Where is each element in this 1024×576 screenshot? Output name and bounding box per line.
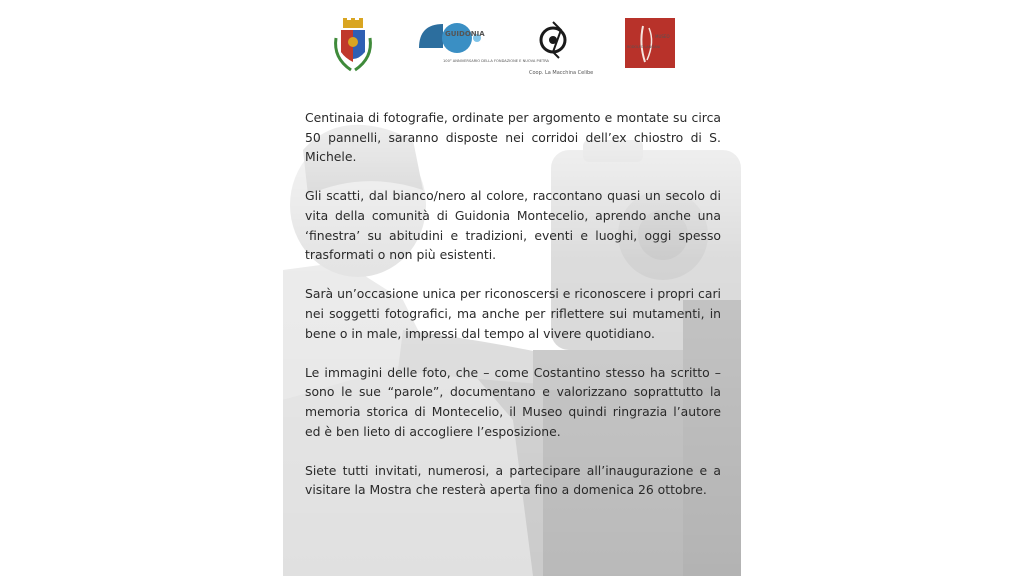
coat-of-arms-logo <box>333 18 373 76</box>
guidonia-anniversary-text: 100° ANNIVERSARIO DELLA FONDAZIONE E NUOVA PIETRA <box>443 59 550 63</box>
museum-name-bottom: RODOLFO LANCIANI <box>627 45 660 49</box>
cooperative-caption: Coop. La Macchina Celibe <box>529 70 594 76</box>
paragraph-2: Gli scatti, dal bianco/nero al colore, raccontano quasi un secolo di vita della comunità di Guidonia Montecelio, aprendo anche una ‘finestra’ su abitudini e tradizioni, eventi e luoghi, oggi spesso trasformati o non più esistenti. <box>305 188 721 263</box>
museum-lanciani-logo <box>625 18 675 68</box>
guidonia-centenary-logo <box>413 18 550 74</box>
paragraph-1: Centinaia di fotografie, ordinate per argomento e montate su circa 50 pannelli, saranno disposte nei corridoi dell’ex chiostro di S. Michele. <box>305 110 721 165</box>
paragraph-3: Sarà un’occasione unica per riconoscersi e riconoscere i propri cari nei soggetti fotografici, ma anche per riflettere sui mutamenti, in bene o in male, impressi dal tempo al vivere quotidiano. <box>305 286 721 341</box>
announcement-text <box>305 108 721 519</box>
paragraph-4: Le immagini delle foto, che – come Costantino stesso ha scritto – sono le sue “parole”, documentano e valorizzano soprattutto la memoria storica di Montecelio, il Museo quindi ringrazia l’autore ed è ben lieto di accogliere l’esposizione. <box>305 364 721 439</box>
museum-name-top: MUSEO <box>655 34 670 39</box>
logos-row <box>283 18 741 88</box>
cooperative-logo <box>527 18 593 78</box>
paragraph-5: Siete tutti invitati, numerosi, a partecipare all’inaugurazione e a visitare la Mostra che resterà aperta fino a domenica 26 ottobre. <box>305 462 721 498</box>
guidonia-mark: GUIDONIA <box>445 30 485 38</box>
poster-panel <box>283 0 741 576</box>
